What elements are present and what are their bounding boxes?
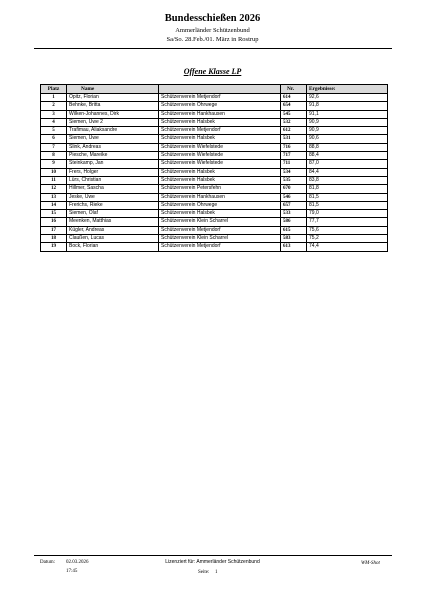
column-header-ergebnis: Ergebnisse: — [307, 85, 388, 94]
table-header-row — [41, 85, 388, 94]
cell-verein: Schützenverein Hankhausen — [159, 110, 281, 118]
table-row — [41, 243, 388, 251]
cell-verein: Schützenverein Klein Scharrel — [159, 218, 281, 226]
table-row — [41, 193, 388, 201]
cell-platz: 6 — [41, 135, 67, 143]
cell-name: Behnke, Britta — [67, 102, 159, 110]
table-row — [41, 102, 388, 110]
footer-date-label: Datum: — [40, 560, 55, 565]
cell-verein: Schützenverein Metjendorf — [159, 226, 281, 234]
cell-nr: 534 — [281, 168, 307, 176]
cell-ergebnis: 84,4 — [307, 168, 388, 176]
cell-name: Wilken-Johannes, Dirk — [67, 110, 159, 118]
cell-platz: 2 — [41, 102, 67, 110]
cell-verein: Schützenverein Halsbek — [159, 210, 281, 218]
cell-ergebnis: 90,9 — [307, 127, 388, 135]
column-header-verein — [159, 85, 281, 94]
cell-name: Piesche, Mareike — [67, 152, 159, 160]
cell-nr: 535 — [281, 176, 307, 184]
cell-nr: 654 — [281, 102, 307, 110]
cell-nr: 711 — [281, 160, 307, 168]
footer-divider — [34, 555, 392, 556]
cell-nr: 531 — [281, 135, 307, 143]
cell-verein: Schützenverein Wiefelstede — [159, 152, 281, 160]
cell-name: Hillmer, Sascha — [67, 185, 159, 193]
cell-name: Claußen, Lucas — [67, 235, 159, 243]
cell-ergebnis: 79,0 — [307, 210, 388, 218]
cell-ergebnis: 91,8 — [307, 102, 388, 110]
cell-nr: 532 — [281, 118, 307, 126]
cell-ergebnis: 91,1 — [307, 110, 388, 118]
cell-name: Steinkamp, Jan — [67, 160, 159, 168]
table-row — [41, 201, 388, 209]
cell-verein: Schützenverein Halsbek — [159, 118, 281, 126]
organizer-name: Ammerländer Schützenbund — [175, 27, 250, 34]
cell-platz: 13 — [41, 193, 67, 201]
cell-platz: 15 — [41, 210, 67, 218]
footer-licence: Lizenziert für: Ammerländer Schützenbund — [165, 559, 260, 565]
cell-ergebnis: 81,5 — [307, 201, 388, 209]
cell-verein: Schützenverein Klein Scharrel — [159, 235, 281, 243]
cell-platz: 9 — [41, 160, 67, 168]
cell-verein: Schützenverein Ohrwege — [159, 201, 281, 209]
column-header-nr: Nr. — [281, 85, 307, 94]
cell-platz: 3 — [41, 110, 67, 118]
cell-name: Kügler, Andreas — [67, 226, 159, 234]
cell-ergebnis: 75,2 — [307, 235, 388, 243]
cell-verein: Schützenverein Halsbek — [159, 135, 281, 143]
cell-nr: 670 — [281, 185, 307, 193]
cell-verein: Schützenverein Halsbek — [159, 176, 281, 184]
cell-platz: 12 — [41, 185, 67, 193]
cell-ergebnis: 92,6 — [307, 94, 388, 102]
cell-name: Siemen, Uwe — [67, 135, 159, 143]
cell-ergebnis: 74,4 — [307, 243, 388, 251]
cell-nr: 583 — [281, 235, 307, 243]
cell-ergebnis: 81,8 — [307, 185, 388, 193]
table-row — [41, 152, 388, 160]
cell-ergebnis: 90,9 — [307, 118, 388, 126]
cell-verein: Schützenverein Metjendorf — [159, 127, 281, 135]
table-row — [41, 110, 388, 118]
cell-platz: 14 — [41, 201, 67, 209]
footer-date: 02.03.2026 — [66, 560, 89, 565]
cell-ergebnis: 83,8 — [307, 176, 388, 184]
results-body — [41, 94, 388, 252]
cell-name: Meenken, Matthias — [67, 218, 159, 226]
column-header-platz: Platz — [41, 85, 67, 94]
cell-platz: 5 — [41, 127, 67, 135]
table-row — [41, 185, 388, 193]
cell-name: Opitz, Florian — [67, 94, 159, 102]
cell-verein: Schützenverein Metjendorf — [159, 243, 281, 251]
cell-nr: 615 — [281, 226, 307, 234]
cell-verein: Schützenverein Wiefelstede — [159, 143, 281, 151]
cell-nr: 612 — [281, 127, 307, 135]
cell-name: Trafimau, Aliaksandre — [67, 127, 159, 135]
footer-time: 17:45 — [66, 569, 78, 574]
table-row — [41, 160, 388, 168]
cell-name: Lürs, Christian — [67, 176, 159, 184]
column-header-name: Name — [67, 85, 159, 94]
cell-verein: Schützenverein Halsbek — [159, 168, 281, 176]
cell-name: Frers, Holger — [67, 168, 159, 176]
cell-ergebnis: 88,4 — [307, 152, 388, 160]
cell-verein: Schützenverein Wiefelstede — [159, 160, 281, 168]
table-row — [41, 210, 388, 218]
cell-nr: 614 — [281, 94, 307, 102]
cell-ergebnis: 81,5 — [307, 193, 388, 201]
cell-nr: 717 — [281, 152, 307, 160]
cell-platz: 10 — [41, 168, 67, 176]
cell-nr: 716 — [281, 143, 307, 151]
table-row — [41, 176, 388, 184]
header-divider — [34, 48, 392, 49]
table-row — [41, 168, 388, 176]
table-row — [41, 135, 388, 143]
cell-ergebnis: 87,0 — [307, 160, 388, 168]
page-title: Bundesschießen 2026 — [164, 13, 261, 24]
table-row — [41, 218, 388, 226]
cell-name: Siemen, Olaf — [67, 210, 159, 218]
results-table — [40, 84, 388, 252]
cell-name: Slink, Andreas — [67, 143, 159, 151]
cell-name: Jeske, Uwe — [67, 193, 159, 201]
cell-ergebnis: 75,6 — [307, 226, 388, 234]
cell-nr: 613 — [281, 243, 307, 251]
cell-nr: 533 — [281, 210, 307, 218]
cell-platz: 19 — [41, 243, 67, 251]
cell-verein: Schützenverein Petersfehn — [159, 185, 281, 193]
class-title: Offene Klasse LP — [183, 67, 242, 76]
table-row — [41, 235, 388, 243]
cell-verein: Schützenverein Ohrwege — [159, 102, 281, 110]
cell-platz: 4 — [41, 118, 67, 126]
table-row — [41, 143, 388, 151]
cell-name: Bock, Florian — [67, 243, 159, 251]
cell-nr: 546 — [281, 193, 307, 201]
cell-ergebnis: 88,8 — [307, 143, 388, 151]
cell-verein: Schützenverein Metjendorf — [159, 94, 281, 102]
footer-page-number: 1 — [215, 570, 218, 575]
cell-ergebnis: 90,6 — [307, 135, 388, 143]
cell-platz: 7 — [41, 143, 67, 151]
event-date-location: Sa/So. 28.Feb./01. März in Rostrup — [166, 36, 259, 43]
cell-name: Frerichs, Rieke — [67, 201, 159, 209]
table-row — [41, 226, 388, 234]
table-row — [41, 118, 388, 126]
footer-software: WM-Shot — [361, 561, 380, 566]
cell-nr: 586 — [281, 218, 307, 226]
footer-page-label: Seite: — [198, 570, 210, 575]
cell-nr: 545 — [281, 110, 307, 118]
cell-nr: 657 — [281, 201, 307, 209]
cell-platz: 11 — [41, 176, 67, 184]
cell-platz: 17 — [41, 226, 67, 234]
cell-name: Siemen, Uwe 2 — [67, 118, 159, 126]
cell-ergebnis: 77,7 — [307, 218, 388, 226]
cell-platz: 16 — [41, 218, 67, 226]
cell-platz: 18 — [41, 235, 67, 243]
cell-platz: 8 — [41, 152, 67, 160]
table-row — [41, 94, 388, 102]
cell-verein: Schützenverein Hankhausen — [159, 193, 281, 201]
table-row — [41, 127, 388, 135]
cell-platz: 1 — [41, 94, 67, 102]
